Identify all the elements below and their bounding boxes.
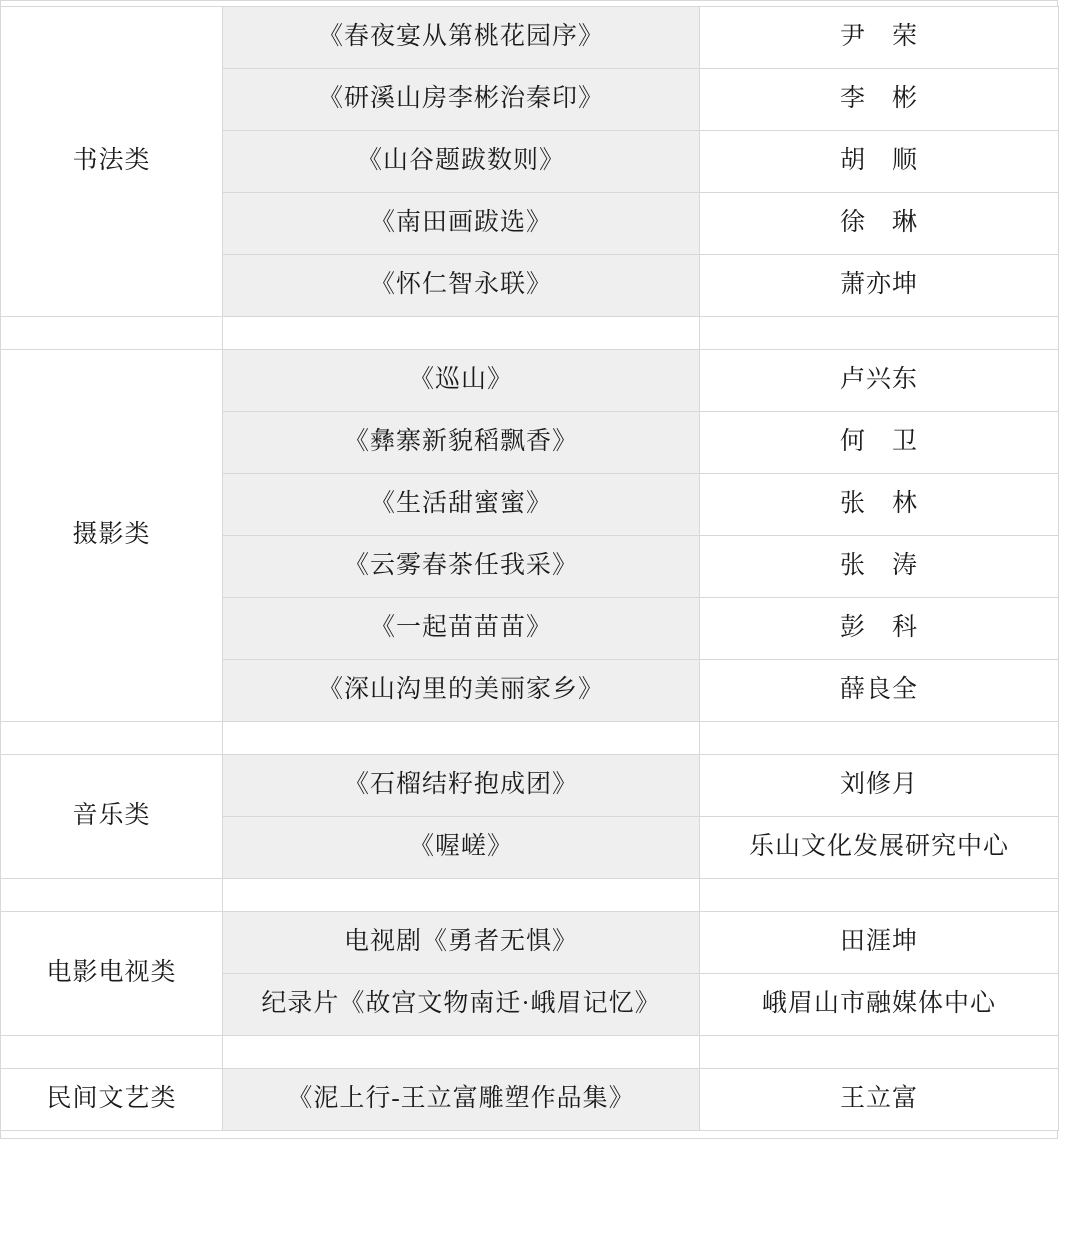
category-cell: 音乐类 (1, 755, 223, 879)
author-cell: 张 涛 (700, 536, 1059, 598)
divider-cell (1, 722, 223, 755)
author-cell: 乐山文化发展研究中心 (700, 817, 1059, 879)
award-list-table (0, 6, 1059, 1131)
work-title-cell: 电视剧《勇者无惧》 (223, 912, 700, 974)
section-divider (1, 317, 1059, 350)
divider-cell (1, 1036, 223, 1069)
author-cell: 张 林 (700, 474, 1059, 536)
author-cell: 萧亦坤 (700, 255, 1059, 317)
divider-cell (700, 722, 1059, 755)
author-cell: 何 卫 (700, 412, 1059, 474)
work-title-cell: 《山谷题跋数则》 (223, 131, 700, 193)
section-divider (1, 879, 1059, 912)
author-cell: 王立富 (700, 1069, 1059, 1131)
work-title-cell: 《深山沟里的美丽家乡》 (223, 660, 700, 722)
divider-cell (223, 1036, 700, 1069)
work-title-cell: 《南田画跋选》 (223, 193, 700, 255)
divider-cell (223, 317, 700, 350)
work-title-cell: 《石榴结籽抱成团》 (223, 755, 700, 817)
category-cell: 摄影类 (1, 350, 223, 722)
author-cell: 薛良全 (700, 660, 1059, 722)
author-cell: 李 彬 (700, 69, 1059, 131)
author-cell: 徐 琳 (700, 193, 1059, 255)
work-title-cell: 《春夜宴从第桃花园序》 (223, 7, 700, 69)
work-title-cell: 《生活甜蜜蜜》 (223, 474, 700, 536)
author-cell: 卢兴东 (700, 350, 1059, 412)
work-title-cell: 《怀仁智永联》 (223, 255, 700, 317)
divider-cell (1, 879, 223, 912)
work-title-cell: 《一起苗苗苗》 (223, 598, 700, 660)
author-cell: 胡 顺 (700, 131, 1059, 193)
author-cell: 峨眉山市融媒体中心 (700, 974, 1059, 1036)
divider-cell (700, 1036, 1059, 1069)
table-row (1, 1069, 1059, 1131)
divider-cell (1, 317, 223, 350)
table-row (1, 755, 1059, 817)
author-cell: 田涯坤 (700, 912, 1059, 974)
category-cell: 电影电视类 (1, 912, 223, 1036)
work-title-cell: 《喔嵯》 (223, 817, 700, 879)
author-cell: 刘修月 (700, 755, 1059, 817)
divider-cell (700, 317, 1059, 350)
category-cell: 书法类 (1, 7, 223, 317)
work-title-cell: 《云雾春茶任我采》 (223, 536, 700, 598)
author-cell: 尹 荣 (700, 7, 1059, 69)
work-title-cell: 纪录片《故宫文物南迁·峨眉记忆》 (223, 974, 700, 1036)
divider-cell (223, 722, 700, 755)
section-divider (1, 1036, 1059, 1069)
author-cell: 彭 科 (700, 598, 1059, 660)
work-title-cell: 《研溪山房李彬治秦印》 (223, 69, 700, 131)
section-divider (1, 722, 1059, 755)
work-title-cell: 《巡山》 (223, 350, 700, 412)
divider-cell (700, 879, 1059, 912)
category-cell: 民间文艺类 (1, 1069, 223, 1131)
table-row (1, 912, 1059, 974)
divider-cell (223, 879, 700, 912)
table-bottom-edge (0, 1131, 1058, 1139)
work-title-cell: 《彝寨新貌稻飘香》 (223, 412, 700, 474)
table-row (1, 7, 1059, 69)
table-row (1, 350, 1059, 412)
work-title-cell: 《泥上行-王立富雕塑作品集》 (223, 1069, 700, 1131)
